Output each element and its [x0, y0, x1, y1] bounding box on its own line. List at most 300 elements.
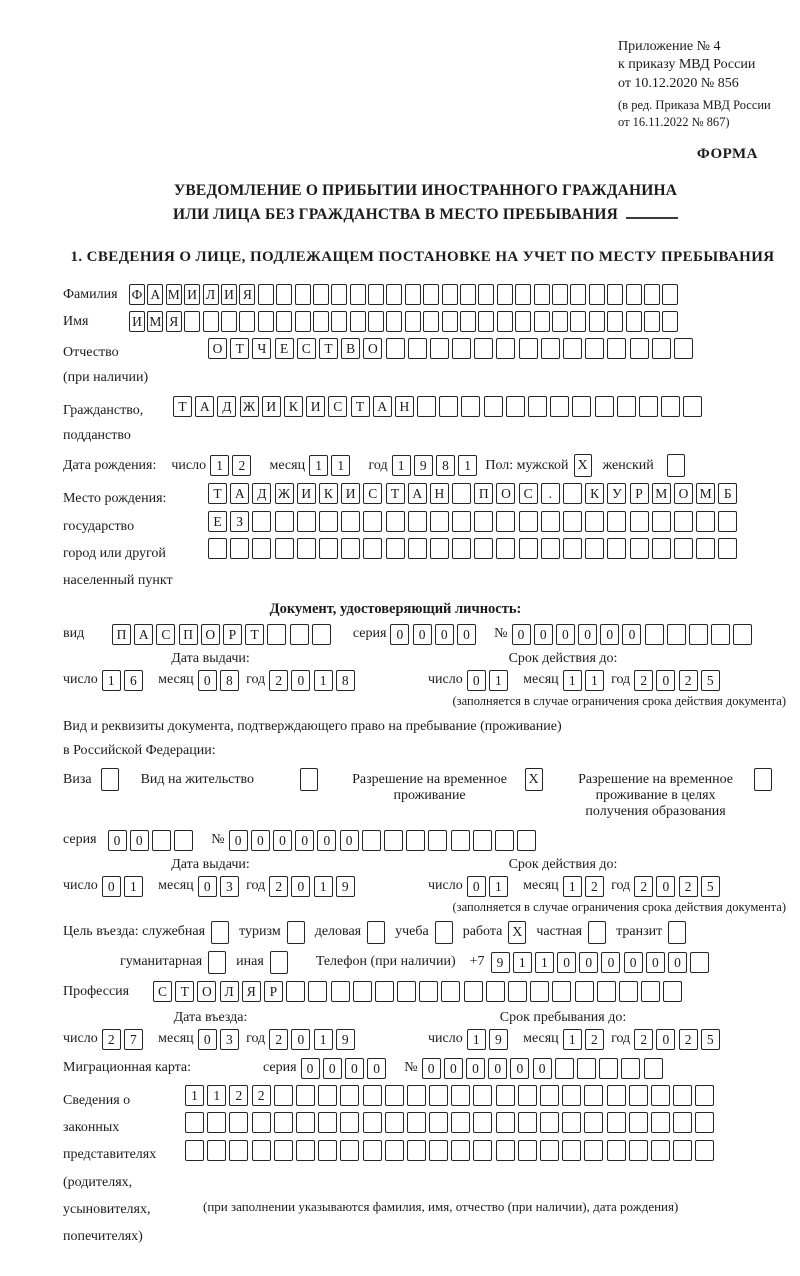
char-cell[interactable]: 2 [634, 1029, 653, 1050]
char-cell[interactable]: 1 [535, 952, 554, 973]
char-cell[interactable] [297, 511, 316, 532]
char-cell[interactable] [575, 981, 594, 1002]
char-cell[interactable] [674, 338, 693, 359]
char-cell[interactable]: 2 [269, 1029, 288, 1050]
char-cell[interactable] [540, 1140, 559, 1161]
char-cell[interactable] [644, 284, 660, 305]
char-cell[interactable] [203, 311, 219, 332]
char-cell[interactable] [331, 284, 347, 305]
residence-series-boxes[interactable] [108, 830, 197, 851]
char-cell[interactable] [184, 311, 200, 332]
char-cell[interactable]: О [208, 338, 227, 359]
char-cell[interactable] [430, 511, 449, 532]
char-cell[interactable]: И [129, 311, 145, 332]
purpose-business-checkbox[interactable] [367, 921, 385, 944]
char-cell[interactable] [423, 284, 439, 305]
char-cell[interactable] [313, 284, 329, 305]
char-cell[interactable] [644, 311, 660, 332]
char-cell[interactable]: Ж [240, 396, 259, 417]
char-cell[interactable] [296, 1112, 315, 1133]
char-cell[interactable] [645, 624, 664, 645]
char-cell[interactable] [585, 538, 604, 559]
char-cell[interactable] [607, 538, 626, 559]
char-cell[interactable]: 2 [232, 455, 251, 476]
char-cell[interactable] [630, 338, 649, 359]
char-cell[interactable] [297, 538, 316, 559]
char-cell[interactable] [630, 538, 649, 559]
char-cell[interactable] [506, 396, 525, 417]
char-cell[interactable] [607, 338, 626, 359]
identity-series-boxes[interactable] [390, 624, 479, 645]
char-cell[interactable] [597, 981, 616, 1002]
char-cell[interactable] [563, 538, 582, 559]
char-cell[interactable] [429, 1112, 448, 1133]
char-cell[interactable] [585, 511, 604, 532]
char-cell[interactable] [473, 1085, 492, 1106]
char-cell[interactable]: 2 [585, 1029, 604, 1050]
char-cell[interactable] [626, 284, 642, 305]
char-cell[interactable] [318, 1112, 337, 1133]
char-cell[interactable]: Р [630, 483, 649, 504]
char-cell[interactable] [689, 624, 708, 645]
char-cell[interactable]: 0 [198, 670, 217, 691]
char-cell[interactable] [185, 1140, 204, 1161]
char-cell[interactable]: 0 [510, 1058, 529, 1079]
char-cell[interactable]: 0 [291, 670, 310, 691]
char-cell[interactable]: 5 [701, 1029, 720, 1050]
char-cell[interactable] [617, 396, 636, 417]
char-cell[interactable] [419, 981, 438, 1002]
char-cell[interactable] [518, 1140, 537, 1161]
entry-year[interactable] [269, 1029, 358, 1050]
char-cell[interactable]: С [153, 981, 172, 1002]
entry-month[interactable] [198, 1029, 242, 1050]
char-cell[interactable]: 2 [269, 876, 288, 897]
char-cell[interactable]: 1 [392, 455, 411, 476]
char-cell[interactable] [695, 1112, 714, 1133]
char-cell[interactable]: Т [230, 338, 249, 359]
char-cell[interactable] [639, 396, 658, 417]
char-cell[interactable]: 1 [314, 1029, 333, 1050]
char-cell[interactable]: 2 [679, 876, 698, 897]
char-cell[interactable]: 2 [229, 1085, 248, 1106]
char-cell[interactable]: 1 [314, 876, 333, 897]
char-cell[interactable] [362, 830, 381, 851]
residence-expiry-month[interactable] [563, 876, 607, 897]
gender-male-checkbox[interactable]: X [574, 454, 592, 477]
char-cell[interactable]: А [147, 284, 163, 305]
char-cell[interactable] [496, 511, 515, 532]
char-cell[interactable] [417, 396, 436, 417]
char-cell[interactable] [690, 952, 709, 973]
char-cell[interactable] [452, 483, 471, 504]
char-cell[interactable] [555, 1058, 574, 1079]
char-cell[interactable]: 0 [291, 876, 310, 897]
char-cell[interactable]: 0 [301, 1058, 320, 1079]
char-cell[interactable]: 3 [220, 1029, 239, 1050]
representatives-row2[interactable] [185, 1112, 718, 1133]
char-cell[interactable]: К [585, 483, 604, 504]
char-cell[interactable]: 0 [422, 1058, 441, 1079]
char-cell[interactable] [385, 1112, 404, 1133]
char-cell[interactable] [517, 830, 536, 851]
char-cell[interactable]: 2 [102, 1029, 121, 1050]
char-cell[interactable]: Е [208, 511, 227, 532]
char-cell[interactable]: 0 [273, 830, 292, 851]
char-cell[interactable] [696, 538, 715, 559]
char-cell[interactable] [497, 311, 513, 332]
char-cell[interactable]: 0 [656, 876, 675, 897]
char-cell[interactable] [363, 511, 382, 532]
char-cell[interactable] [496, 338, 515, 359]
char-cell[interactable]: 0 [622, 624, 641, 645]
visa-checkbox[interactable] [101, 768, 119, 791]
char-cell[interactable]: 1 [458, 455, 477, 476]
birth-place-row3[interactable] [208, 538, 741, 559]
char-cell[interactable] [274, 1140, 293, 1161]
char-cell[interactable]: Я [242, 981, 261, 1002]
char-cell[interactable] [461, 396, 480, 417]
phone-boxes[interactable] [491, 952, 713, 973]
char-cell[interactable] [375, 981, 394, 1002]
birth-place-row2[interactable] [208, 511, 741, 532]
char-cell[interactable] [486, 981, 505, 1002]
char-cell[interactable]: Л [203, 284, 219, 305]
char-cell[interactable] [174, 830, 193, 851]
char-cell[interactable]: 1 [331, 455, 350, 476]
char-cell[interactable]: О [674, 483, 693, 504]
char-cell[interactable] [528, 396, 547, 417]
char-cell[interactable]: А [134, 624, 153, 645]
char-cell[interactable]: 9 [491, 952, 510, 973]
char-cell[interactable] [258, 284, 274, 305]
char-cell[interactable] [274, 1085, 293, 1106]
char-cell[interactable]: П [474, 483, 493, 504]
char-cell[interactable] [221, 311, 237, 332]
char-cell[interactable] [331, 981, 350, 1002]
char-cell[interactable] [518, 1112, 537, 1133]
char-cell[interactable]: К [284, 396, 303, 417]
char-cell[interactable]: Т [175, 981, 194, 1002]
char-cell[interactable] [239, 311, 255, 332]
char-cell[interactable]: 2 [679, 670, 698, 691]
char-cell[interactable] [451, 1140, 470, 1161]
char-cell[interactable] [584, 1112, 603, 1133]
char-cell[interactable]: М [652, 483, 671, 504]
char-cell[interactable] [541, 338, 560, 359]
char-cell[interactable] [473, 830, 492, 851]
char-cell[interactable] [313, 311, 329, 332]
char-cell[interactable]: С [297, 338, 316, 359]
char-cell[interactable]: 1 [585, 670, 604, 691]
char-cell[interactable] [405, 311, 421, 332]
char-cell[interactable]: Н [430, 483, 449, 504]
char-cell[interactable] [718, 538, 737, 559]
char-cell[interactable] [386, 338, 405, 359]
char-cell[interactable] [662, 311, 678, 332]
char-cell[interactable] [496, 538, 515, 559]
char-cell[interactable]: 2 [679, 1029, 698, 1050]
purpose-private-checkbox[interactable] [588, 921, 606, 944]
identity-issue-year[interactable] [269, 670, 358, 691]
char-cell[interactable] [572, 396, 591, 417]
char-cell[interactable] [258, 311, 274, 332]
char-cell[interactable] [621, 1058, 640, 1079]
char-cell[interactable] [318, 1140, 337, 1161]
char-cell[interactable] [386, 284, 402, 305]
char-cell[interactable]: 0 [467, 876, 486, 897]
char-cell[interactable]: Н [395, 396, 414, 417]
char-cell[interactable]: 8 [220, 670, 239, 691]
char-cell[interactable] [474, 338, 493, 359]
char-cell[interactable] [661, 396, 680, 417]
char-cell[interactable]: Ф [129, 284, 145, 305]
birth-month-boxes[interactable] [309, 455, 353, 476]
char-cell[interactable]: 0 [317, 830, 336, 851]
char-cell[interactable] [733, 624, 752, 645]
char-cell[interactable]: Р [264, 981, 283, 1002]
char-cell[interactable] [407, 1140, 426, 1161]
char-cell[interactable]: 0 [557, 952, 576, 973]
char-cell[interactable]: 9 [414, 455, 433, 476]
char-cell[interactable] [350, 284, 366, 305]
char-cell[interactable] [674, 511, 693, 532]
char-cell[interactable] [626, 311, 642, 332]
char-cell[interactable] [430, 338, 449, 359]
char-cell[interactable]: 0 [467, 670, 486, 691]
char-cell[interactable]: А [408, 483, 427, 504]
char-cell[interactable] [308, 981, 327, 1002]
char-cell[interactable] [673, 1085, 692, 1106]
char-cell[interactable] [363, 1140, 382, 1161]
char-cell[interactable]: 0 [646, 952, 665, 973]
char-cell[interactable]: 0 [601, 952, 620, 973]
char-cell[interactable]: А [195, 396, 214, 417]
char-cell[interactable] [552, 981, 571, 1002]
char-cell[interactable]: И [221, 284, 237, 305]
char-cell[interactable]: С [156, 624, 175, 645]
char-cell[interactable] [385, 1140, 404, 1161]
char-cell[interactable] [408, 511, 427, 532]
char-cell[interactable]: 2 [634, 876, 653, 897]
char-cell[interactable] [607, 284, 623, 305]
char-cell[interactable] [541, 538, 560, 559]
char-cell[interactable]: 8 [336, 670, 355, 691]
char-cell[interactable] [652, 538, 671, 559]
residence-issue-day[interactable] [102, 876, 146, 897]
entry-day[interactable] [102, 1029, 146, 1050]
char-cell[interactable]: 0 [323, 1058, 342, 1079]
birth-place-row1[interactable] [208, 483, 741, 504]
char-cell[interactable]: 0 [656, 1029, 675, 1050]
char-cell[interactable] [252, 1140, 271, 1161]
char-cell[interactable] [541, 511, 560, 532]
char-cell[interactable]: 0 [600, 624, 619, 645]
char-cell[interactable]: 1 [309, 455, 328, 476]
char-cell[interactable] [229, 1140, 248, 1161]
migration-series-boxes[interactable] [301, 1058, 390, 1079]
char-cell[interactable]: И [306, 396, 325, 417]
char-cell[interactable] [652, 511, 671, 532]
birth-year-boxes[interactable] [392, 455, 481, 476]
char-cell[interactable]: 0 [251, 830, 270, 851]
char-cell[interactable] [252, 511, 271, 532]
char-cell[interactable]: 0 [656, 670, 675, 691]
char-cell[interactable] [386, 311, 402, 332]
residence-expiry-day[interactable] [467, 876, 511, 897]
char-cell[interactable]: 2 [585, 876, 604, 897]
char-cell[interactable] [408, 338, 427, 359]
char-cell[interactable]: 0 [229, 830, 248, 851]
char-cell[interactable] [519, 338, 538, 359]
char-cell[interactable]: 0 [533, 1058, 552, 1079]
char-cell[interactable] [331, 311, 347, 332]
char-cell[interactable] [518, 1085, 537, 1106]
char-cell[interactable]: О [197, 981, 216, 1002]
char-cell[interactable]: И [262, 396, 281, 417]
char-cell[interactable]: 0 [130, 830, 149, 851]
char-cell[interactable] [451, 1112, 470, 1133]
char-cell[interactable]: Д [217, 396, 236, 417]
char-cell[interactable] [563, 483, 582, 504]
char-cell[interactable] [540, 1085, 559, 1106]
purpose-work-checkbox[interactable]: X [508, 921, 526, 944]
char-cell[interactable] [595, 396, 614, 417]
profession-boxes[interactable] [153, 981, 686, 1002]
char-cell[interactable]: 0 [556, 624, 575, 645]
char-cell[interactable]: З [230, 511, 249, 532]
char-cell[interactable] [552, 311, 568, 332]
char-cell[interactable]: 1 [563, 1029, 582, 1050]
citizenship-boxes[interactable] [173, 396, 706, 417]
char-cell[interactable] [296, 1140, 315, 1161]
char-cell[interactable]: 0 [668, 952, 687, 973]
char-cell[interactable] [695, 1140, 714, 1161]
residence-expiry-year[interactable] [634, 876, 723, 897]
char-cell[interactable] [452, 511, 471, 532]
char-cell[interactable]: 1 [314, 670, 333, 691]
char-cell[interactable] [519, 511, 538, 532]
char-cell[interactable]: И [341, 483, 360, 504]
char-cell[interactable] [474, 538, 493, 559]
char-cell[interactable] [497, 284, 513, 305]
char-cell[interactable]: 0 [340, 830, 359, 851]
surname-boxes[interactable] [129, 284, 681, 305]
char-cell[interactable] [340, 1140, 359, 1161]
char-cell[interactable] [562, 1085, 581, 1106]
char-cell[interactable]: В [341, 338, 360, 359]
char-cell[interactable]: А [230, 483, 249, 504]
char-cell[interactable]: Т [245, 624, 264, 645]
char-cell[interactable]: Д [252, 483, 271, 504]
char-cell[interactable] [319, 538, 338, 559]
char-cell[interactable] [711, 624, 730, 645]
char-cell[interactable]: 0 [198, 1029, 217, 1050]
char-cell[interactable]: 0 [345, 1058, 364, 1079]
char-cell[interactable] [452, 338, 471, 359]
purpose-official-checkbox[interactable] [211, 921, 229, 944]
char-cell[interactable]: 8 [436, 455, 455, 476]
char-cell[interactable] [629, 1085, 648, 1106]
char-cell[interactable] [683, 396, 702, 417]
char-cell[interactable]: 1 [207, 1085, 226, 1106]
purpose-other-checkbox[interactable] [270, 951, 288, 974]
residence-issue-month[interactable] [198, 876, 242, 897]
char-cell[interactable] [406, 830, 425, 851]
char-cell[interactable]: 3 [220, 876, 239, 897]
char-cell[interactable]: 1 [124, 876, 143, 897]
char-cell[interactable] [230, 538, 249, 559]
char-cell[interactable] [460, 284, 476, 305]
patronymic-boxes[interactable] [208, 338, 696, 359]
char-cell[interactable]: 1 [102, 670, 121, 691]
char-cell[interactable] [341, 538, 360, 559]
char-cell[interactable] [607, 1085, 626, 1106]
char-cell[interactable] [584, 1085, 603, 1106]
char-cell[interactable]: С [519, 483, 538, 504]
char-cell[interactable] [363, 1112, 382, 1133]
char-cell[interactable]: Б [718, 483, 737, 504]
char-cell[interactable] [295, 284, 311, 305]
char-cell[interactable]: 9 [336, 876, 355, 897]
char-cell[interactable]: . [541, 483, 560, 504]
char-cell[interactable] [570, 284, 586, 305]
char-cell[interactable] [318, 1085, 337, 1106]
char-cell[interactable] [577, 1058, 596, 1079]
char-cell[interactable]: 9 [336, 1029, 355, 1050]
temp-residence-checkbox[interactable]: X [525, 768, 543, 791]
char-cell[interactable]: 0 [457, 624, 476, 645]
char-cell[interactable] [474, 511, 493, 532]
migration-number-boxes[interactable] [422, 1058, 666, 1079]
char-cell[interactable] [430, 538, 449, 559]
char-cell[interactable] [496, 1085, 515, 1106]
char-cell[interactable]: О [496, 483, 515, 504]
identity-expiry-year[interactable] [634, 670, 723, 691]
char-cell[interactable]: А [373, 396, 392, 417]
char-cell[interactable] [641, 981, 660, 1002]
char-cell[interactable]: 0 [579, 952, 598, 973]
char-cell[interactable]: 1 [467, 1029, 486, 1050]
char-cell[interactable] [276, 311, 292, 332]
char-cell[interactable] [267, 624, 286, 645]
char-cell[interactable] [484, 396, 503, 417]
char-cell[interactable]: П [112, 624, 131, 645]
char-cell[interactable] [515, 311, 531, 332]
char-cell[interactable]: Т [208, 483, 227, 504]
char-cell[interactable]: 0 [108, 830, 127, 851]
char-cell[interactable] [607, 1112, 626, 1133]
char-cell[interactable]: 1 [513, 952, 532, 973]
char-cell[interactable] [508, 981, 527, 1002]
representatives-row1[interactable] [185, 1085, 718, 1106]
char-cell[interactable] [407, 1085, 426, 1106]
char-cell[interactable] [429, 1085, 448, 1106]
identity-expiry-day[interactable] [467, 670, 511, 691]
char-cell[interactable] [441, 981, 460, 1002]
char-cell[interactable] [341, 511, 360, 532]
char-cell[interactable] [429, 1140, 448, 1161]
char-cell[interactable]: 2 [252, 1085, 271, 1106]
char-cell[interactable] [384, 830, 403, 851]
char-cell[interactable] [275, 511, 294, 532]
char-cell[interactable] [363, 1085, 382, 1106]
residence-number-boxes[interactable] [229, 830, 540, 851]
purpose-transit-checkbox[interactable] [668, 921, 686, 944]
char-cell[interactable] [630, 511, 649, 532]
identity-issue-month[interactable] [198, 670, 242, 691]
char-cell[interactable]: 0 [295, 830, 314, 851]
